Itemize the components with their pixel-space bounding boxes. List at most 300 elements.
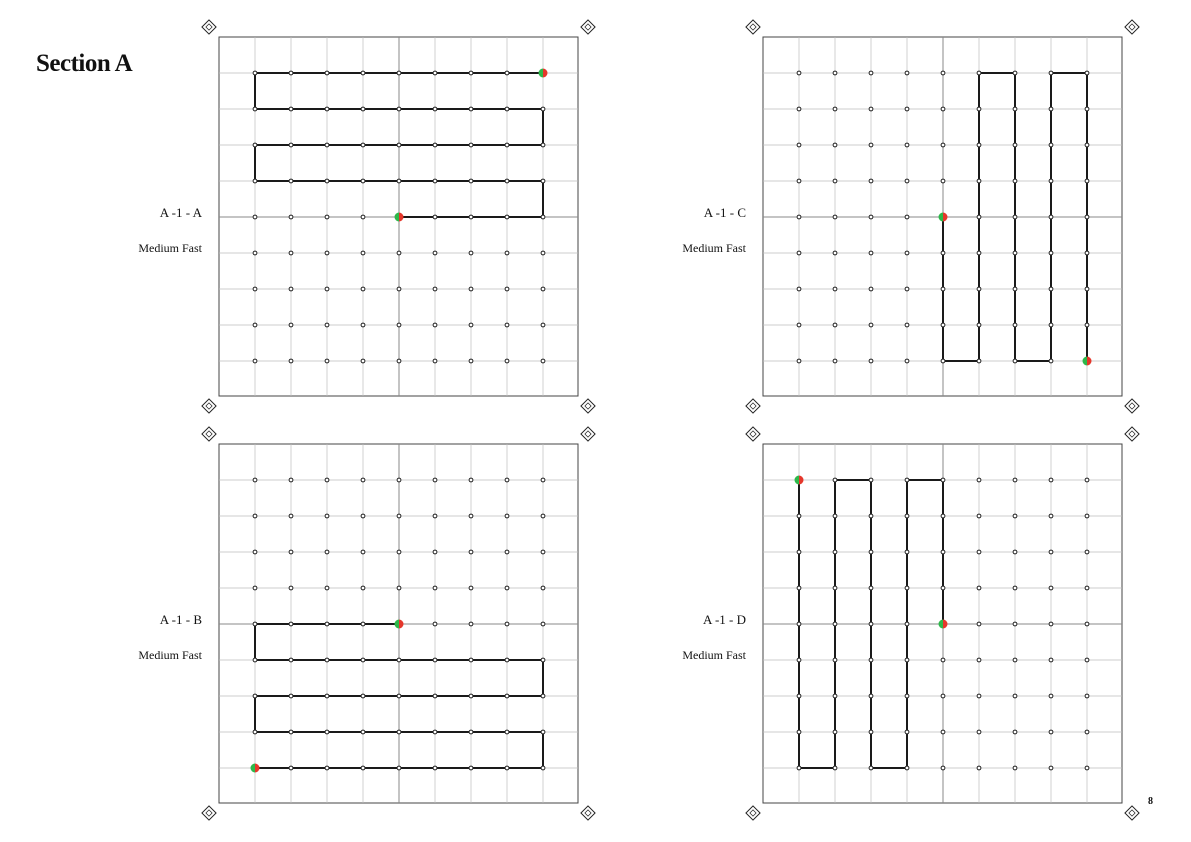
corner-mark-top-right-frame (1125, 427, 1139, 441)
grid-dot (397, 179, 401, 183)
grid-dot (289, 658, 293, 662)
grid-dot (325, 359, 329, 363)
grid-dot (253, 658, 257, 662)
grid-dot (397, 658, 401, 662)
grid-dot (905, 622, 909, 626)
grid-dot (869, 694, 873, 698)
grid-dot (253, 251, 257, 255)
grid-dot (941, 359, 945, 363)
grid-dot (433, 107, 437, 111)
grid-dot (1049, 71, 1053, 75)
grid-dot (397, 478, 401, 482)
grid-dot (869, 622, 873, 626)
grid-dot (325, 730, 329, 734)
grid-dot (941, 323, 945, 327)
grid-dot (1013, 251, 1017, 255)
grid-dot (541, 323, 545, 327)
grid-dot (941, 179, 945, 183)
grid-dot (869, 766, 873, 770)
grid-dot (797, 514, 801, 518)
corner-mark-top-right-frame (581, 20, 595, 34)
grid-dot (977, 730, 981, 734)
grid-dot (253, 586, 257, 590)
grid-dot (325, 694, 329, 698)
grid-dot (469, 478, 473, 482)
grid-dot (289, 71, 293, 75)
grid-dot (541, 550, 545, 554)
grid-dot (1049, 766, 1053, 770)
panel-speed-d: Medium Fast (682, 648, 746, 662)
grid-dot (505, 658, 509, 662)
grid-dot (1049, 622, 1053, 626)
grid-dot (1013, 179, 1017, 183)
corner-mark-top-left (746, 20, 760, 34)
grid-dot (869, 287, 873, 291)
grid-dot (541, 179, 545, 183)
grid-dot (289, 514, 293, 518)
panel-speed-a: Medium Fast (138, 241, 202, 255)
grid-dot (797, 766, 801, 770)
grid-dot (1049, 179, 1053, 183)
grid-dot (253, 107, 257, 111)
grid-dot (361, 694, 365, 698)
grid-dot (397, 730, 401, 734)
grid-dot (325, 550, 329, 554)
grid-dot (433, 71, 437, 75)
grid-dot (977, 478, 981, 482)
grid-dot (325, 215, 329, 219)
grid-dot (905, 514, 909, 518)
grid-dot (833, 251, 837, 255)
grid-dot (361, 766, 365, 770)
grid-dot (469, 107, 473, 111)
grid-dot (833, 766, 837, 770)
grid-dot (541, 143, 545, 147)
grid-dot (469, 766, 473, 770)
corner-mark-bottom-right-frame (1125, 399, 1139, 413)
grid-dot (361, 143, 365, 147)
grid-dot (505, 179, 509, 183)
grid-dot (253, 730, 257, 734)
grid-dot (1013, 730, 1017, 734)
grid-dot (253, 550, 257, 554)
grid-dot (289, 586, 293, 590)
corner-mark-bottom-left (202, 806, 216, 820)
grid-dot (905, 215, 909, 219)
grid-dot (397, 287, 401, 291)
grid-dot (1013, 766, 1017, 770)
grid-dot (541, 107, 545, 111)
grid-dot (253, 71, 257, 75)
grid-dot (469, 694, 473, 698)
grid-dot (977, 766, 981, 770)
grid-dot (541, 251, 545, 255)
grid-dot (1085, 622, 1089, 626)
grid-dot (325, 143, 329, 147)
grid-dot (977, 622, 981, 626)
grid-dot (833, 287, 837, 291)
grid-dot (469, 658, 473, 662)
grid-dot (541, 287, 545, 291)
grid-dot (869, 586, 873, 590)
grid-dot (1049, 478, 1053, 482)
grid-dot (941, 251, 945, 255)
grid-dot (505, 730, 509, 734)
grid-dot (361, 215, 365, 219)
grid-dot (433, 251, 437, 255)
grid-dot (941, 287, 945, 291)
grid-dot (833, 478, 837, 482)
grid-dot (253, 215, 257, 219)
grid-dot (541, 586, 545, 590)
grid-dot (797, 550, 801, 554)
grid-dot (1013, 287, 1017, 291)
grid-dot (797, 143, 801, 147)
grid-dot (941, 143, 945, 147)
grid-dot (505, 622, 509, 626)
grid-dot (869, 359, 873, 363)
grid-dot (1085, 586, 1089, 590)
grid-dot (905, 287, 909, 291)
grid-dot (797, 658, 801, 662)
grid-dot (905, 71, 909, 75)
panel-code-a: A -1 - A (159, 205, 202, 220)
grid-dot (397, 694, 401, 698)
grid-dot (505, 766, 509, 770)
grid-dot (361, 251, 365, 255)
corner-mark-top-right-frame (581, 427, 595, 441)
grid-dot (797, 694, 801, 698)
grid-dot (469, 251, 473, 255)
grid-dot (977, 287, 981, 291)
grid-dot (797, 287, 801, 291)
grid-dot (1013, 586, 1017, 590)
grid-dot (397, 550, 401, 554)
grid-dot (433, 143, 437, 147)
grid-dot (1085, 766, 1089, 770)
grid-dot (433, 514, 437, 518)
grid-dot (1049, 359, 1053, 363)
grid-dot (1085, 323, 1089, 327)
grid-dot (253, 514, 257, 518)
grid-dot (833, 323, 837, 327)
grid-dot (1085, 514, 1089, 518)
grid-dot (505, 514, 509, 518)
grid-dot (469, 622, 473, 626)
grid-dot (397, 107, 401, 111)
corner-mark-top-right (1125, 20, 1139, 34)
grid-dot (541, 359, 545, 363)
grid-dot (905, 251, 909, 255)
grid-dot (797, 107, 801, 111)
grid-dot (361, 179, 365, 183)
grid-dot (977, 71, 981, 75)
corner-mark-top-left (202, 20, 216, 34)
grid-dot (1049, 514, 1053, 518)
grid-dot (505, 586, 509, 590)
grid-dot (833, 586, 837, 590)
corner-mark-top-right (1125, 427, 1139, 441)
grid-dot (941, 478, 945, 482)
grid-dot (469, 179, 473, 183)
grid-dot (977, 658, 981, 662)
grid-dot (469, 514, 473, 518)
grid-dot (469, 550, 473, 554)
grid-dot (361, 586, 365, 590)
corner-mark-bottom-left (746, 806, 760, 820)
grid-dot (833, 550, 837, 554)
grid-dot (1085, 179, 1089, 183)
panel-code-c: A -1 - C (703, 205, 746, 220)
corner-mark-bottom-left-frame (202, 806, 216, 820)
grid-dot (869, 251, 873, 255)
panel-code-b: A -1 - B (159, 612, 202, 627)
grid-dot (1013, 658, 1017, 662)
grid-dot (1049, 251, 1053, 255)
grid-dot (869, 514, 873, 518)
grid-dot (941, 514, 945, 518)
grid-dot (1049, 287, 1053, 291)
grid-dot (869, 107, 873, 111)
grid-dot (941, 730, 945, 734)
corner-mark-top-right-frame (1125, 20, 1139, 34)
grid-dot (469, 586, 473, 590)
grid-dot (1049, 586, 1053, 590)
grid-dot (397, 71, 401, 75)
grid-dot (253, 143, 257, 147)
grid-dot (1049, 107, 1053, 111)
grid-dot (869, 478, 873, 482)
grid-dot (433, 694, 437, 698)
grid-dot (1085, 550, 1089, 554)
grid-dot (1085, 107, 1089, 111)
path-diagram-a (202, 20, 595, 413)
corner-mark-bottom-right-frame (581, 806, 595, 820)
grid-dot (541, 514, 545, 518)
grid-dot (1049, 658, 1053, 662)
grid-dot (941, 658, 945, 662)
grid-dot (289, 478, 293, 482)
grid-dot (1049, 323, 1053, 327)
grid-dot (433, 179, 437, 183)
grid-dot (833, 215, 837, 219)
panel-speed-c: Medium Fast (682, 241, 746, 255)
grid-dot (905, 478, 909, 482)
grid-dot (869, 550, 873, 554)
grid-dot (977, 215, 981, 219)
grid-dot (1013, 514, 1017, 518)
grid-dot (469, 359, 473, 363)
grid-dot (433, 658, 437, 662)
grid-dot (325, 251, 329, 255)
panel-code-d: A -1 - D (703, 612, 746, 627)
grid-dot (1085, 730, 1089, 734)
grid-dot (289, 730, 293, 734)
grid-dot (505, 478, 509, 482)
grid-dot (797, 586, 801, 590)
grid-dot (797, 251, 801, 255)
grid-dot (289, 766, 293, 770)
grid-dot (905, 359, 909, 363)
grid-dot (905, 179, 909, 183)
grid-dot (833, 694, 837, 698)
grid-dot (1013, 107, 1017, 111)
grid-dot (797, 730, 801, 734)
grid-dot (289, 143, 293, 147)
grid-dot (397, 251, 401, 255)
grid-dot (1085, 143, 1089, 147)
corner-mark-top-left-frame (202, 427, 216, 441)
grid-dot (797, 323, 801, 327)
path-diagram-d (746, 427, 1139, 820)
grid-dot (253, 359, 257, 363)
corner-mark-top-left (746, 427, 760, 441)
corner-mark-top-right (581, 20, 595, 34)
grid-dot (433, 323, 437, 327)
grid-dot (253, 323, 257, 327)
grid-dot (325, 622, 329, 626)
grid-dot (977, 359, 981, 363)
grid-dot (869, 143, 873, 147)
grid-dot (325, 323, 329, 327)
grid-dot (1049, 215, 1053, 219)
corner-mark-bottom-right-frame (581, 399, 595, 413)
grid-dot (433, 766, 437, 770)
grid-dot (1013, 215, 1017, 219)
grid-dot (869, 71, 873, 75)
grid-dot (289, 622, 293, 626)
grid-dot (469, 71, 473, 75)
grid-dot (1085, 251, 1089, 255)
grid-dot (541, 215, 545, 219)
grid-dot (541, 694, 545, 698)
grid-dot (289, 215, 293, 219)
grid-dot (289, 251, 293, 255)
grid-dot (433, 478, 437, 482)
section-title: Section A (36, 50, 133, 77)
corner-mark-bottom-left-frame (202, 399, 216, 413)
grid-dot (941, 694, 945, 698)
grid-dot (941, 550, 945, 554)
grid-dot (541, 478, 545, 482)
grid-dot (289, 287, 293, 291)
grid-dot (505, 323, 509, 327)
grid-dot (325, 71, 329, 75)
grid-dot (977, 251, 981, 255)
grid-dot (361, 658, 365, 662)
grid-dot (433, 586, 437, 590)
grid-dot (325, 658, 329, 662)
grid-dot (361, 730, 365, 734)
grid-dot (905, 550, 909, 554)
grid-dot (869, 658, 873, 662)
grid-dot (253, 622, 257, 626)
grid-dot (797, 179, 801, 183)
grid-dot (797, 71, 801, 75)
grid-dot (977, 107, 981, 111)
grid-dot (505, 287, 509, 291)
grid-dot (253, 694, 257, 698)
grid-dot (361, 359, 365, 363)
grid-dot (361, 71, 365, 75)
grid-dot (541, 622, 545, 626)
grid-dot (869, 179, 873, 183)
grid-dot (289, 323, 293, 327)
grid-dot (1049, 550, 1053, 554)
corner-mark-top-left-frame (202, 20, 216, 34)
grid-dot (905, 107, 909, 111)
corner-mark-bottom-left (202, 399, 216, 413)
grid-dot (469, 287, 473, 291)
corner-mark-bottom-right-frame (1125, 806, 1139, 820)
grid-dot (1013, 478, 1017, 482)
corner-mark-bottom-left (746, 399, 760, 413)
grid-dot (833, 71, 837, 75)
grid-dot (905, 694, 909, 698)
grid-dot (833, 107, 837, 111)
corner-mark-top-left-frame (746, 427, 760, 441)
grid-dot (397, 359, 401, 363)
grid-dot (1085, 71, 1089, 75)
grid-dot (325, 107, 329, 111)
grid-dot (1085, 478, 1089, 482)
corner-mark-bottom-right (1125, 806, 1139, 820)
grid-dot (397, 766, 401, 770)
grid-dot (977, 179, 981, 183)
grid-dot (289, 107, 293, 111)
grid-dot (1085, 215, 1089, 219)
grid-dot (1013, 71, 1017, 75)
corner-mark-top-left-frame (746, 20, 760, 34)
grid-dot (361, 622, 365, 626)
corner-mark-bottom-left-frame (746, 399, 760, 413)
grid-dot (397, 143, 401, 147)
grid-dot (505, 215, 509, 219)
grid-dot (977, 694, 981, 698)
grid-dot (433, 359, 437, 363)
grid-dot (797, 622, 801, 626)
grid-dot (1049, 694, 1053, 698)
grid-dot (361, 287, 365, 291)
corner-mark-bottom-right (581, 806, 595, 820)
grid-dot (869, 323, 873, 327)
grid-dot (905, 143, 909, 147)
grid-dot (289, 694, 293, 698)
grid-dot (505, 550, 509, 554)
path-diagram-b (202, 427, 595, 820)
grid-dot (433, 287, 437, 291)
grid-dot (833, 622, 837, 626)
grid-dot (505, 71, 509, 75)
grid-dot (1013, 550, 1017, 554)
grid-dot (905, 586, 909, 590)
grid-dot (397, 514, 401, 518)
grid-dot (977, 586, 981, 590)
grid-dot (325, 287, 329, 291)
grid-dot (253, 478, 257, 482)
grid-dot (941, 107, 945, 111)
grid-dot (469, 730, 473, 734)
grid-dot (253, 287, 257, 291)
corner-mark-bottom-right (581, 399, 595, 413)
grid-dot (505, 107, 509, 111)
grid-dot (977, 550, 981, 554)
grid-dot (541, 730, 545, 734)
grid-dot (941, 586, 945, 590)
grid-dot (1085, 658, 1089, 662)
grid-dot (833, 359, 837, 363)
grid-dot (361, 478, 365, 482)
